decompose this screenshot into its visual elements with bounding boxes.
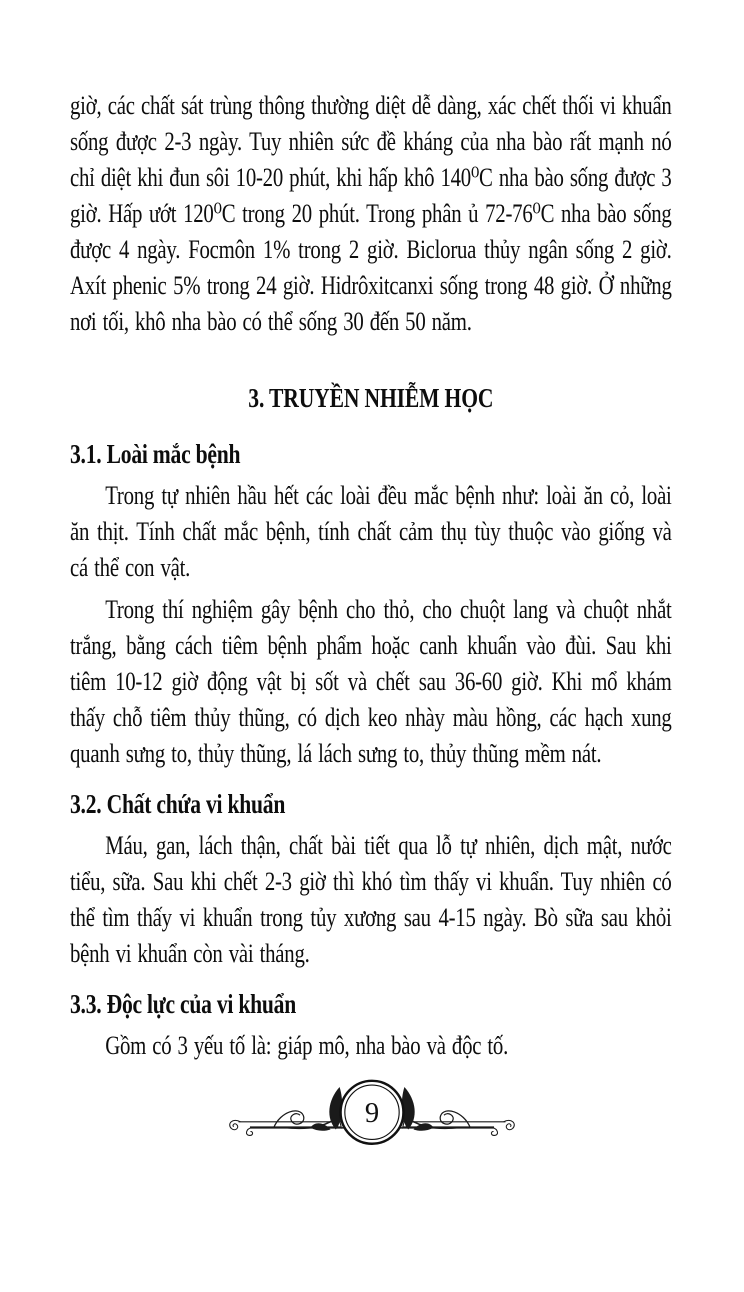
section-3-1 [70,436,672,772]
footer-flourish-ornament [229,1076,515,1160]
section-3-2 [70,786,672,972]
section-3-3 [70,986,672,1064]
section-3-1-paragraph-1: Trong tự nhiên hầu hết các loài đều mắc bệnh như: loài ăn cỏ, loài ăn thịt. Tính chất mắc bệnh, tính chất cảm thụ tùy thuộc vào giống và cá thể con vật. [70,481,672,582]
text-column [70,88,672,1064]
chapter-heading: 3. TRUYỀN NHIỄM HỌC [248,383,494,413]
section-3-2-title: 3.2. Chất chứa vi khuẩn [70,789,286,819]
section-3-2-paragraph-1: Máu, gan, lách thận, chất bài tiết qua lỗ tự nhiên, dịch mật, nước tiểu, sữa. Sau khi chết 2-3 giờ thì khó tìm thấy vi khuẩn. Tuy nhiên có thể tìm thấy vi khuẩn trong tủy xương sau 4-15 ngày. Bò sữa sau khỏi bệnh vi khuẩn còn vài tháng. [70,831,672,968]
section-3-3-paragraph-1: Gồm có 3 yếu tố là: giáp mô, nha bào và độc tố. [105,1031,509,1060]
section-3-1-title: 3.1. Loài mắc bệnh [70,439,241,469]
section-3-3-title: 3.3. Độc lực của vi khuẩn [70,989,296,1019]
page-footer [0,1076,744,1160]
section-3-1-paragraph-2: Trong thí nghiệm gây bệnh cho thỏ, cho chuột lang và chuột nhắt trắng, bằng cách tiêm bệnh phẩm hoặc canh khuẩn vào đùi. Sau khi tiêm 10-12 giờ động vật bị sốt và chết sau 36-60 giờ. Khi mổ khám thấy chỗ tiêm thủy thũng, có dịch keo nhày màu hồng, các hạch xung quanh sưng to, thủy thũng, lá lách sưng to, thủy thũng mềm nát. [70,595,672,768]
continuation-paragraph: giờ, các chất sát trùng thông thường diệt dễ dàng, xác chết thối vi khuẩn sống được 2-3 ngày. Tuy nhiên sức đề kháng của nha bào rất mạnh nó chỉ diệt khi đun sôi 10-20 phút, khi hấp khô 140⁰C nha bào sống được 3 giờ. Hấp ướt 120⁰C trong 20 phút. Trong phân ủ 72-76⁰C nha bào sống được 4 ngày. Focmôn 1% trong 2 giờ. Biclorua thủy ngân sống 2 giờ. Axít phenic 5% trong 24 giờ. Hidrôxitcanxi sống trong 48 giờ. Ở những nơi tối, khô nha bào có thể sống 30 đến 50 năm. [70,91,672,336]
page-number: 9 [364,1097,380,1129]
